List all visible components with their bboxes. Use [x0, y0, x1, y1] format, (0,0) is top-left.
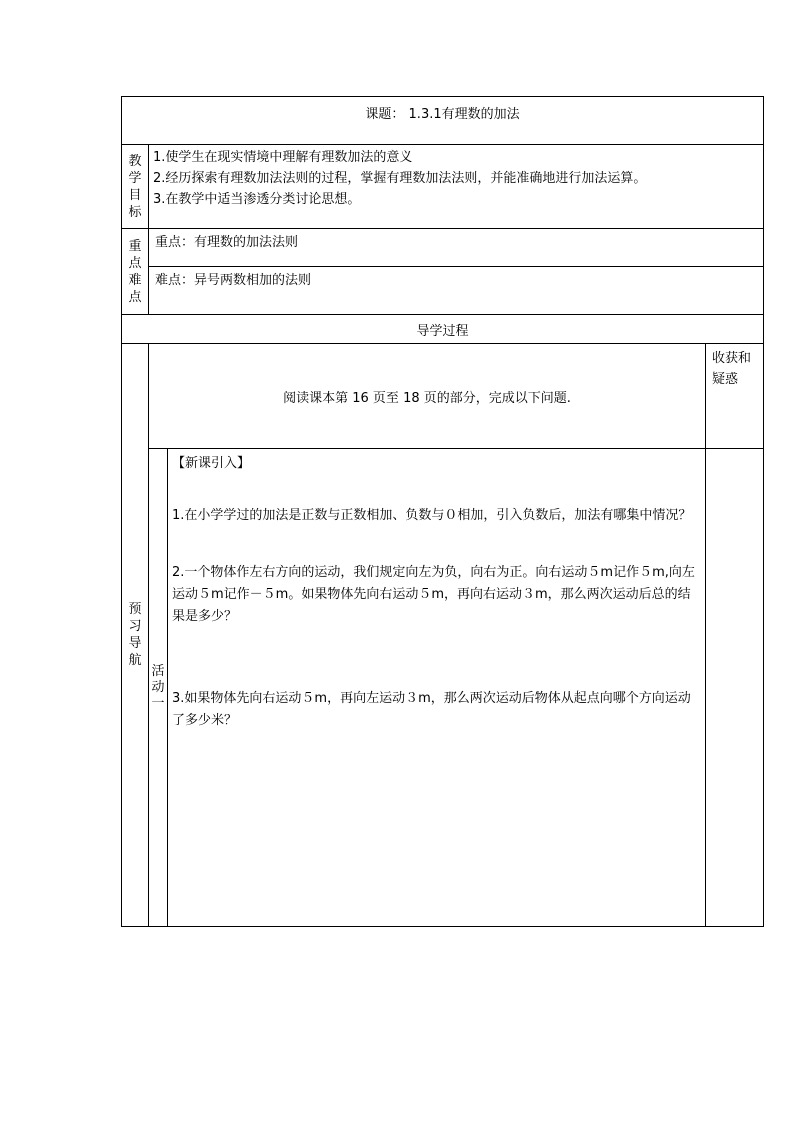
lesson-title: [122, 97, 764, 145]
label-char: 点: [128, 289, 142, 305]
label-char: 活: [151, 663, 165, 679]
activity-question: 1.在小学学过的加法是正数与正数相加、负数与０相加，引入负数后，加法有哪集中情况？: [172, 508, 692, 523]
label-char: 难: [128, 272, 142, 288]
objectives-label: [122, 145, 149, 229]
label-char: 一: [151, 695, 165, 711]
objectives-content: [149, 145, 764, 229]
objective-item: 2.经历探索有理数加法法则的过程，掌握有理数加法法则，并能准确地进行加法运算。: [153, 171, 647, 186]
objective-item: 3.在教学中适当渗透分类讨论思想。: [153, 192, 361, 207]
label-char: 动: [151, 679, 165, 695]
label-char: 习: [128, 619, 142, 634]
difficult-point: [149, 267, 764, 315]
label-char: 重: [128, 238, 142, 254]
label-char: 教: [128, 153, 142, 169]
label-char: 导: [128, 636, 142, 651]
label-char: 点: [128, 255, 142, 271]
key-points-label: [122, 229, 149, 315]
preview-label: [122, 344, 149, 927]
harvest-notes-cell: [706, 449, 764, 927]
lesson-plan-table: [121, 96, 764, 927]
activity-question: 2.一个物体作左右方向的运动，我们规定向左为负，向右为正。向右运动５m记作５m,向左运动５m记作－５m。如果物体先向右运动５m，再向右运动３m，那么两次运动后总的结果是多少？: [172, 565, 695, 624]
label-char: 预: [128, 602, 142, 617]
harvest-label: [706, 344, 764, 449]
difficult-point-text: 难点：异号两数相加的法则: [155, 273, 312, 288]
objective-item: 1.使学生在现实情境中理解有理数加法的意义: [153, 150, 413, 165]
process-header: [122, 315, 764, 344]
label-char: 目: [128, 187, 142, 203]
lesson-title-text: 课题： 1.3.1有理数的加法: [365, 107, 520, 122]
activity-content: [168, 449, 706, 927]
activity-label: [149, 449, 168, 927]
reading-instruction: [149, 344, 706, 449]
reading-instruction-text: 阅读课本第 16 页至 18 页的部分，完成以下问题.: [283, 390, 571, 406]
key-point: [149, 229, 764, 267]
activity-heading: 【新课引入】: [172, 456, 251, 471]
activity-question: 3.如果物体先向右运动５m，再向左运动３m，那么两次运动后物体从起点向哪个方向运动了多少米？: [172, 691, 691, 728]
key-point-text: 重点：有理数的加法法则: [155, 235, 299, 250]
label-char: 标: [128, 204, 142, 220]
process-header-text: 导学过程: [416, 323, 469, 339]
label-char: 航: [128, 653, 142, 668]
label-char: 学: [128, 170, 142, 186]
harvest-label-text: 收获和疑惑: [712, 351, 752, 387]
